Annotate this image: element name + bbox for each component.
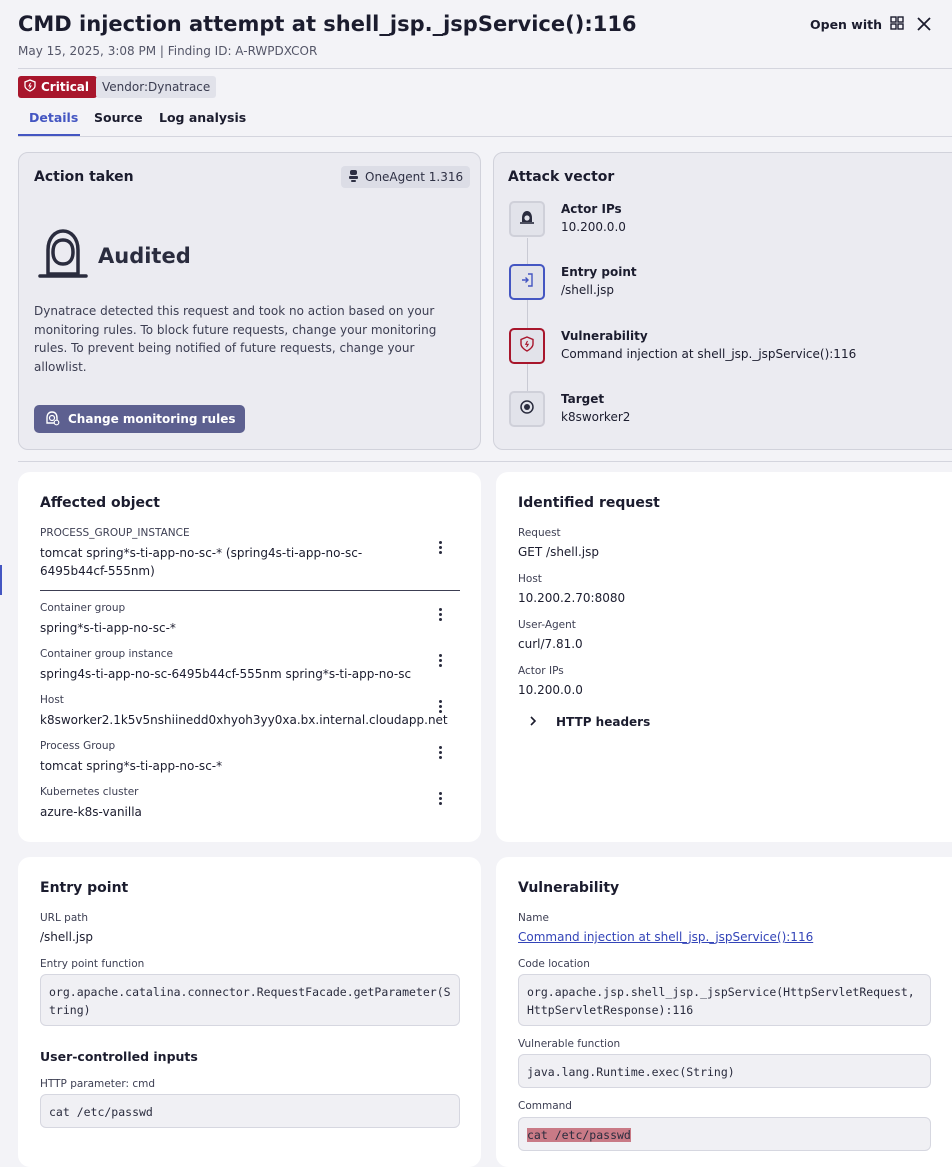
request-item-label: User-Agent bbox=[518, 619, 576, 631]
request-item-label: Actor IPs bbox=[518, 665, 564, 677]
more-options-icon[interactable] bbox=[436, 539, 444, 555]
affected-item-divider bbox=[40, 590, 460, 591]
tab-details[interactable]: Details bbox=[29, 110, 79, 125]
request-item-value: 10.200.0.0 bbox=[518, 683, 583, 697]
chevron-right-icon bbox=[528, 712, 538, 731]
actor-ips-value: 10.200.0.0 bbox=[561, 220, 626, 234]
critical-label: Critical bbox=[41, 80, 90, 94]
hacker-settings-icon bbox=[44, 410, 60, 429]
attack-vector-title: Attack vector bbox=[508, 169, 615, 185]
vuln-name-label: Name bbox=[518, 912, 549, 924]
header-divider bbox=[18, 68, 952, 69]
oneagent-pill bbox=[341, 166, 470, 188]
target-step-box bbox=[509, 391, 545, 427]
action-status: Audited bbox=[98, 244, 191, 268]
entry-icon bbox=[519, 272, 535, 292]
tab-source[interactable]: Source bbox=[94, 110, 143, 125]
actor-ips-step-box bbox=[509, 201, 545, 237]
section-divider bbox=[18, 461, 952, 462]
request-item-value: curl/7.81.0 bbox=[518, 637, 583, 651]
request-item-value: 10.200.2.70:8080 bbox=[518, 591, 626, 605]
affected-item-value: k8sworker2.1k5v5nshiinedd0xhyoh3yy0xa.bx.internal.cloudapp.net bbox=[40, 713, 448, 727]
hacker-icon bbox=[519, 209, 535, 229]
page-title: CMD injection attempt at shell_jsp._jspService():116 bbox=[18, 12, 637, 36]
action-taken-title: Action taken bbox=[34, 169, 134, 185]
http-headers-toggle[interactable] bbox=[528, 712, 650, 731]
vulnerable-function-code: java.lang.Runtime.exec(String) bbox=[518, 1054, 931, 1088]
affected-item-value: azure-k8s-vanilla bbox=[40, 805, 142, 819]
vendor-badge bbox=[96, 76, 216, 98]
entry-point-title: Entry point bbox=[40, 880, 129, 896]
more-options-icon[interactable] bbox=[436, 744, 444, 760]
audited-hacker-icon bbox=[38, 228, 88, 284]
critical-badge bbox=[18, 76, 97, 98]
affected-item-value: tomcat spring*s-ti-app-no-sc-* (spring4s-ti-app-no-sc-6495b44cf-555nm) bbox=[40, 546, 363, 578]
entry-function-code: org.apache.catalina.connector.RequestFacade.getParameter(String) bbox=[40, 974, 460, 1026]
change-monitoring-rules-label: Change monitoring rules bbox=[68, 412, 236, 426]
entry-point-step-label: Entry point bbox=[561, 265, 637, 279]
scroll-marker bbox=[0, 565, 2, 595]
change-monitoring-rules-button[interactable] bbox=[34, 405, 245, 433]
url-path-label: URL path bbox=[40, 912, 89, 924]
identified-request-card bbox=[496, 472, 952, 842]
more-options-icon[interactable] bbox=[436, 790, 444, 806]
open-with-label: Open with bbox=[810, 17, 883, 32]
agent-icon bbox=[348, 169, 359, 186]
vendor-value: Dynatrace bbox=[148, 80, 211, 94]
vulnerability-title: Vulnerability bbox=[518, 880, 620, 896]
user-inputs-title: User-controlled inputs bbox=[40, 1049, 198, 1064]
open-with-button[interactable] bbox=[810, 16, 904, 33]
tab-log-analysis[interactable]: Log analysis bbox=[159, 110, 247, 125]
command-code-box bbox=[518, 1117, 931, 1151]
action-description: Dynatrace detected this request and took no action based on your monitoring rules. To block future requests, change your monitoring rules. To prevent being notified of future requests, change your allowlist. bbox=[34, 304, 437, 374]
shield-alert-icon bbox=[24, 79, 36, 95]
command-highlight: cat /etc/passwd bbox=[527, 1128, 631, 1142]
entry-point-step-box bbox=[509, 264, 545, 300]
code-location-code: org.apache.jsp.shell_jsp._jspService(HttpServletRequest, HttpServletResponse):116 bbox=[518, 974, 931, 1026]
apps-grid-icon bbox=[890, 16, 904, 33]
affected-item-label: Kubernetes cluster bbox=[40, 786, 139, 798]
shield-alert-icon bbox=[520, 336, 534, 356]
actor-ips-label: Actor IPs bbox=[561, 202, 622, 216]
finding-subtitle: May 15, 2025, 3:08 PM | Finding ID: A-RWPDXCOR bbox=[18, 44, 318, 58]
more-options-icon[interactable] bbox=[436, 606, 444, 622]
affected-item-value: spring*s-ti-app-no-sc-* bbox=[40, 621, 176, 635]
affected-item-label: Container group instance bbox=[40, 648, 173, 660]
affected-item-label: PROCESS_GROUP_INSTANCE bbox=[40, 527, 190, 539]
url-path-value: /shell.jsp bbox=[40, 930, 93, 944]
affected-object-title: Affected object bbox=[40, 495, 160, 511]
http-param-label: HTTP parameter: cmd bbox=[40, 1078, 155, 1090]
affected-item-value: tomcat spring*s-ti-app-no-sc-* bbox=[40, 759, 223, 773]
entry-function-label: Entry point function bbox=[40, 958, 145, 970]
affected-item-label: Process Group bbox=[40, 740, 116, 752]
request-item-value: GET /shell.jsp bbox=[518, 545, 599, 559]
affected-item-label: Host bbox=[40, 694, 64, 706]
more-options-icon[interactable] bbox=[436, 652, 444, 668]
http-headers-label: HTTP headers bbox=[556, 714, 651, 729]
target-step-value: k8sworker2 bbox=[561, 410, 631, 424]
vulnerability-step-label: Vulnerability bbox=[561, 329, 648, 343]
code-location-label: Code location bbox=[518, 958, 590, 970]
request-item-label: Host bbox=[518, 573, 542, 585]
http-param-code: cat /etc/passwd bbox=[40, 1094, 460, 1128]
affected-item-value: spring4s-ti-app-no-sc-6495b44cf-555nm spring*s-ti-app-no-sc bbox=[40, 667, 412, 681]
vendor-label: Vendor: bbox=[102, 80, 148, 94]
close-icon[interactable] bbox=[914, 14, 934, 34]
affected-item-label: Container group bbox=[40, 602, 126, 614]
command-label: Command bbox=[518, 1100, 572, 1112]
entry-point-step-value: /shell.jsp bbox=[561, 283, 614, 297]
oneagent-label: OneAgent 1.316 bbox=[365, 170, 464, 184]
identified-request-title: Identified request bbox=[518, 495, 660, 511]
vulnerable-function-label: Vulnerable function bbox=[518, 1038, 621, 1050]
tabs-divider bbox=[18, 136, 952, 137]
vulnerability-step-value: Command injection at shell_jsp._jspService():116 bbox=[561, 347, 857, 361]
target-step-label: Target bbox=[561, 392, 605, 406]
target-icon bbox=[519, 399, 535, 419]
vulnerability-step-box bbox=[509, 328, 545, 364]
request-item-label: Request bbox=[518, 527, 561, 539]
vuln-name-link[interactable]: Command injection at shell_jsp._jspService():116 bbox=[518, 930, 814, 944]
more-options-icon[interactable] bbox=[436, 698, 444, 714]
